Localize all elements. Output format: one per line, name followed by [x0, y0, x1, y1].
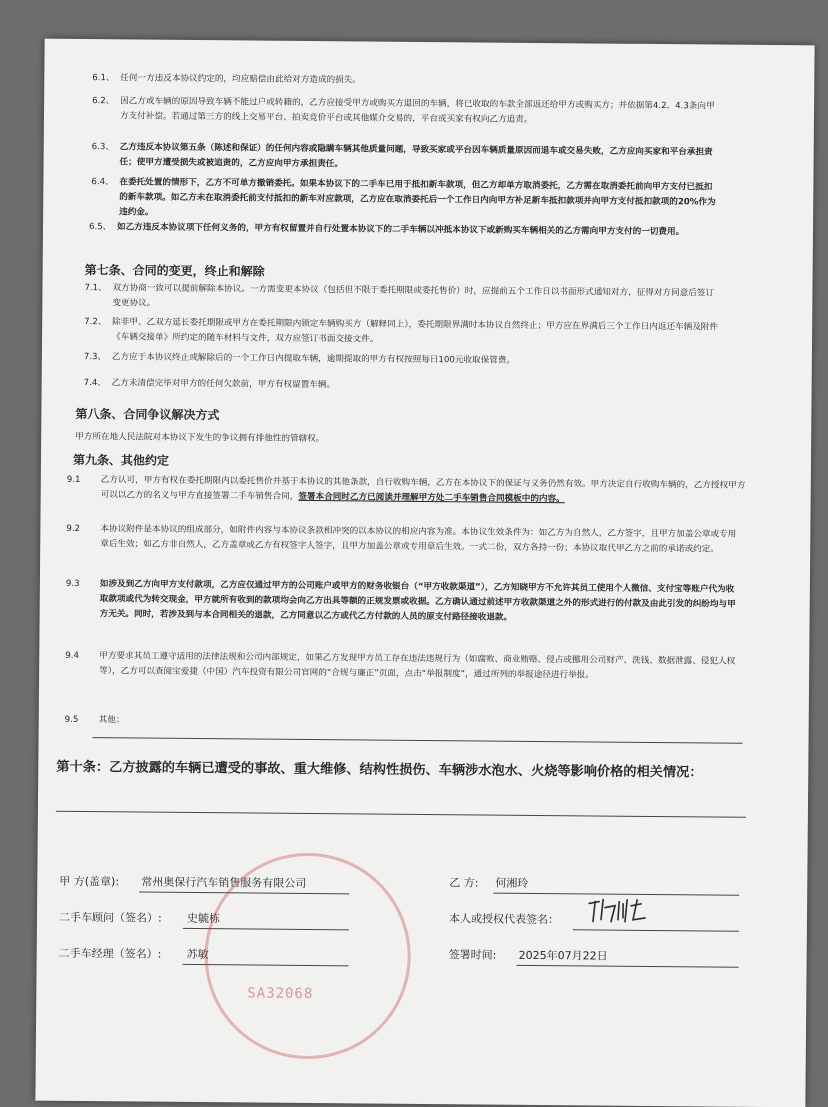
- clause-text: 乙方认可，甲方有权在委托期限内以委托售价并基于本协议的其他条款，自行收购车辆，乙方在本协议下的保证与义务仍然有效。甲方决定自行收购车辆的，乙方授权甲方可以以乙方的名义与甲方直接签署二手车销售合同，: [100, 475, 746, 502]
- clause-7-2: [84, 315, 720, 345]
- clause-text: 甲方要求其员工遵守适用的法律法规和公司内部规定，如果乙方发现甲方员工存在违法违规行为（如腐败、商业贿赂、侵占或挪用公司财产、洗钱、数据泄露、侵犯人权等），乙方可以查阅宝爱捷（中国）汽车投资有限公司官网的“合规与廉正”页面，点击“举报制度”，通过所列的举报途径进行举报。: [99, 651, 736, 681]
- section-10-blank-line: [56, 811, 746, 818]
- section-8-heading: 第八条、合同争议解决方式: [75, 406, 220, 423]
- clause-text: 如涉及到乙方向甲方支付款项，乙方应仅通过甲方的公司账户或甲方的财务收银台（“甲方收款渠道”），乙方知晓甲方不允许其员工使用个人微信、支付宝等账户代为收取款项或代为转交现金，甲方就所有收到的款项均会向乙方出具等额的正规发票或收据。乙方确认通过前述甲方收款渠道之外的形式进行的付款及由此引发的纠纷均与甲方无关。同时，若涉及到与本合同相关的退款，乙方同意以乙方或代乙方付款的人员的原支付路径接收退款。: [99, 579, 736, 623]
- clause-number: 9.4: [65, 650, 79, 661]
- clause-number: 6.4、: [91, 177, 114, 188]
- party-b-value: 何湘玲: [495, 876, 529, 890]
- section-9-heading: 第九条、其他约定: [72, 452, 170, 468]
- clause-9-5-blank-line: [93, 737, 743, 744]
- clause-number: 7.4、: [83, 378, 106, 389]
- manager-value: 苏敏: [186, 947, 209, 962]
- party-b-row: [449, 874, 529, 890]
- clause-6-1: [92, 71, 732, 86]
- clause-7-1: [84, 281, 719, 309]
- party-a-row: [59, 873, 307, 890]
- rep-row: [449, 910, 559, 927]
- section-8-text: 甲方所在地人民法院对本协议下发生的争议拥有排他性的管辖权。: [75, 431, 325, 445]
- company-seal: [204, 852, 412, 1060]
- clause-9-5: [64, 713, 365, 726]
- advisor-label: 二手车顾问（签名）:: [58, 910, 162, 925]
- clause-emphasis: 签署本合同时乙方已阅读并理解甲方处二手车销售合同模板中的内容。: [298, 491, 565, 505]
- manager-label: 二手车经理（签名）:: [58, 946, 162, 961]
- rep-line: [573, 929, 739, 931]
- clause-6-2: [92, 94, 720, 125]
- clause-6-3: [91, 140, 720, 170]
- contract-page: [35, 39, 814, 1107]
- rep-label: 本人或授权代表签名：: [448, 912, 560, 927]
- clause-number: 7.1、: [84, 283, 107, 294]
- clause-7-3: [83, 350, 724, 366]
- clause-9-1: [66, 473, 747, 505]
- clause-number: 6.2、: [92, 96, 115, 107]
- clause-text: 在委托处置的情形下，乙方不可单方撤销委托。如果本协议下的二手车已用于抵扣新车款项，但乙方却单方取消委托，乙方需在取消委托前向甲方支付已抵扣的新车款项。如乙方未在取消委托前支付抵扣的新车对应款项，乙方应在取消委托后一个工作日内向甲方补足新车抵扣款项并向甲方支付抵扣款项的20%作为违约金。: [119, 177, 716, 218]
- handwritten-signature: [585, 895, 655, 926]
- party-a-label: 甲 方(盖章):: [59, 874, 120, 889]
- clause-text: 如乙方违反本协议项下任何义务的，甲方有权留置并自行处置本协议下的二手车辆以冲抵本协议下或新购买车辆相关的乙方需向甲方支付的一切费用。: [116, 222, 685, 238]
- clause-text: 其他：: [98, 715, 125, 726]
- clause-text: 任何一方违反本协议约定的，均应赔偿由此给对方造成的损失。: [120, 73, 361, 86]
- advisor-row: [58, 909, 221, 926]
- clause-text: 双方协商一致可以提前解除本协议。一方需变更本协议（包括但不限于委托期限或委托售价）时，应提前五个工作日以书面形式通知对方，征得对方同意后签订变更协议。: [112, 283, 715, 309]
- clause-number: 9.1: [66, 474, 81, 485]
- manager-row: [58, 945, 209, 962]
- clause-text: 乙方违反本协议第五条（陈述和保证）的任何内容或隐瞒车辆其他质量问题，导致买家或平台因车辆质量原因而退车或交易失败，乙方应向买家和平台承担责任；使甲方遭受损失或被追责的，乙方应向甲方承担责任。: [119, 142, 713, 170]
- party-a-value: 常州奥保行汽车销售服务有限公司: [141, 875, 307, 890]
- clause-number: 7.3、: [83, 352, 107, 363]
- clause-number: 6.3、: [91, 142, 115, 153]
- clause-6-4: [91, 175, 719, 218]
- clause-number: 7.2、: [84, 317, 107, 328]
- clause-text: 因乙方或车辆的原因导致车辆不能过户或转籍的，乙方应接受甲方或购买方退回的车辆，将已收取的车款全部返还给甲方或购买方；并依据第4.2、4.3条向甲方支付补偿。若通过第三方的线上交易平台、拍卖竞价平台或其他媒介交易的，平台或买家有权向乙方追责。: [119, 96, 715, 125]
- clause-text: 乙方未清偿完毕对甲方的任何欠款前，甲方有权留置车辆。: [111, 378, 336, 391]
- clause-number: 6.5、: [88, 222, 112, 233]
- clause-9-3: [65, 577, 742, 623]
- time-value: 2025年07月22日: [518, 948, 608, 963]
- clause-number: 9.2: [66, 523, 81, 534]
- clause-7-4: [83, 376, 724, 391]
- time-line: [517, 965, 739, 968]
- section-10-heading: 第十条：乙方披露的车辆已遭受的事故、重大维修、结构性损伤、车辆涉水泡水、火烧等影响价格的相关情况：: [56, 759, 703, 781]
- time-label: 签署时间:: [448, 948, 497, 962]
- clause-number: 9.5: [64, 714, 79, 725]
- clause-text: 除非甲、乙双方延长委托期限或甲方在委托期限内锁定车辆购买方（解释同上），委托期限界满时本协议自然终止；甲方应在界满后三个工作日内返还车辆及附件《车辆交接单》所约定的随车材料与文件，双方应签订书面交接文件。: [112, 317, 719, 345]
- clause-9-2: [66, 522, 740, 555]
- clause-number: 9.3: [65, 578, 80, 589]
- clause-number: 6.1、: [92, 73, 115, 84]
- clause-text: 乙方应于本协议终止或解除后的一个工作日内提取车辆，逾期提取的甲方有权按照每日100元收取保管费。: [111, 352, 516, 366]
- seal-code: SA32068: [247, 985, 314, 1003]
- clause-9-4: [65, 649, 741, 681]
- time-row: [448, 946, 608, 963]
- clause-text: 本协议附件是本协议的组成部分，如附件内容与本协议条款相冲突的以本协议的相应内容为准。本协议生效条件为：如乙方为自然人，乙方签字，且甲方加盖公章或专用章后生效；如乙方非自然人，乙方盖章或乙方有权签字人签字，且甲方加盖公章或专用章后生效。一式二份，双方各持一份；本协议取代甲乙方之前的承诺或约定。: [100, 524, 737, 555]
- section-7-heading: 第七条、合同的变更，终止和解除: [84, 263, 265, 279]
- advisor-value: 史毓栋: [186, 911, 221, 926]
- party-b-label: 乙 方:: [449, 876, 479, 890]
